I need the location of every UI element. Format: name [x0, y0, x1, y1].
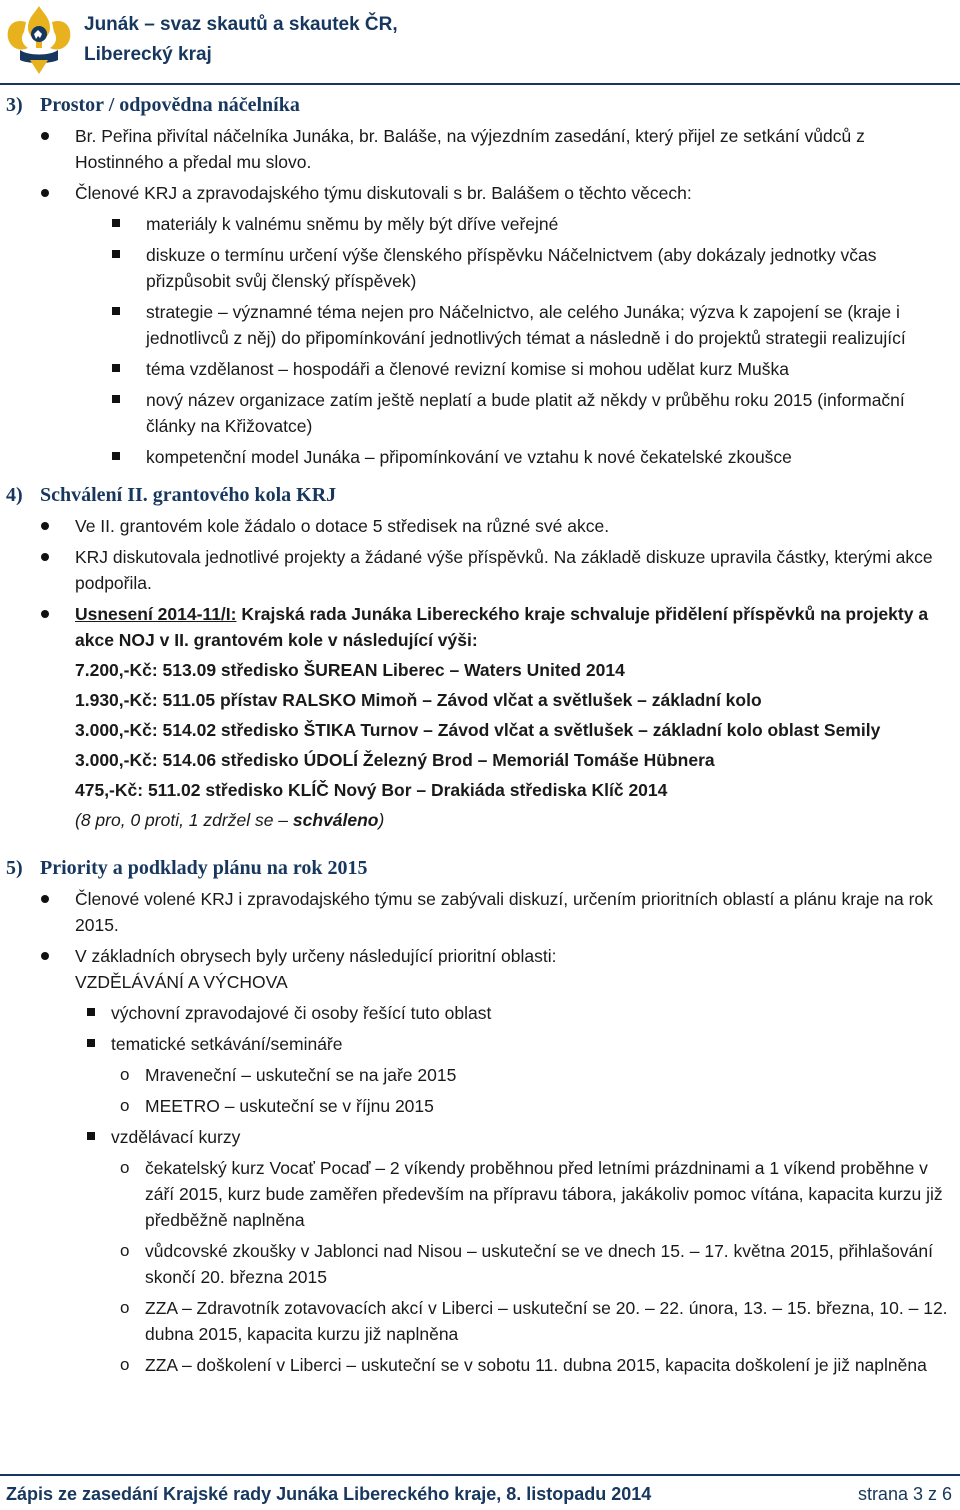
list-item-text: Br. Peřina přivítal náčelníka Junáka, br. Baláše, na výjezdním zasedání, který přijel ze setkání vůdců z Hostinného a předal mu slovo. [75, 126, 865, 172]
vote-counts: (8 pro, 0 proti, 1 zdržel se – [75, 810, 293, 830]
list-item-text: KRJ diskutovala jednotlivé projekty a žádané výše příspěvků. Na základě diskuze upravila částky, kterými akce podpořila. [75, 547, 933, 593]
list-item [0, 180, 960, 206]
vote-close: ) [378, 810, 385, 830]
organization-line-2: Liberecký kraj [84, 44, 212, 65]
square-bullet-icon [112, 219, 120, 227]
square-bullet-icon [87, 1008, 95, 1016]
priority-area-heading: VZDĚLÁVÁNÍ A VÝCHOVA [75, 972, 288, 992]
square-bullet-icon [112, 452, 120, 460]
sub-list-item [0, 299, 960, 351]
list-item [0, 886, 960, 938]
sub-sub-list-item-text: Mraveneční – uskuteční se na jaře 2015 [145, 1065, 457, 1085]
sub-list-item-text: strategie – významné téma nejen pro Náčelnictvo, ale celého Junáka; výzva k zapojení se (kraje i jednotlivců z něj) do připomínkování jednotlivých témat a následně i do projektů strategii realizující [146, 302, 906, 348]
list-item [0, 513, 960, 539]
list-item-text: Členové KRJ a zpravodajského týmu diskutovali s br. Balášem o těchto věcech: [75, 183, 692, 203]
square-bullet-icon [87, 1039, 95, 1047]
section-4-number: 4) [6, 484, 23, 506]
sub-list-item [0, 356, 960, 382]
page-header [0, 0, 960, 86]
list-item [0, 943, 960, 995]
header-divider [0, 83, 960, 85]
grant-line: 3.000,-Kč: 514.06 středisko ÚDOLÍ Železný Brod – Memoriál Tomáše Hübnera [75, 750, 715, 770]
square-bullet-icon [112, 364, 120, 372]
bullet-icon [41, 553, 49, 561]
circle-bullet-icon: o [120, 1298, 130, 1317]
list-item-text: Ve II. grantovém kole žádalo o dotace 5 středisek na různé své akce. [75, 516, 610, 536]
section-3-list [0, 123, 960, 470]
resolution-item [0, 601, 960, 653]
circle-bullet-icon: o [120, 1065, 130, 1084]
sub-list-item [0, 444, 960, 470]
sub-list-item [0, 211, 960, 237]
list-item-text: V základních obrysech byly určeny následující prioritní oblasti: [75, 946, 557, 966]
sub-sub-list-item [0, 1238, 960, 1290]
sub-list-item-text: diskuze o termínu určení výše členského příspěvku Náčelnictvem (aby dokázaly jednotky včas přizpůsobit svůj členský příspěvek) [146, 245, 877, 291]
sub-sub-list-item-text: čekatelský kurz Vocať Pocaď – 2 víkendy proběhnou před letními prázdninami a 1 víkend proběhne v září 2015, kurz bude zaměřen především na přípravu tábora, jakákoliv pomoc vítána, kapacita kurzu již předběžně naplněna [145, 1158, 943, 1230]
section-3-number: 3) [6, 94, 23, 116]
square-bullet-icon [112, 395, 120, 403]
grant-line: 475,-Kč: 511.02 středisko KLÍČ Nový Bor – Drakiáda střediska Klíč 2014 [75, 780, 668, 800]
page-number: strana 3 z 6 [857, 1484, 952, 1504]
section-5-heading [0, 855, 960, 881]
sub-list-item [0, 387, 960, 439]
bullet-icon [41, 895, 49, 903]
bullet-icon [41, 522, 49, 530]
resolution-label: Usnesení 2014-11/I: [75, 604, 237, 624]
junak-lily-logo [4, 4, 74, 76]
bullet-icon [41, 610, 49, 618]
organization-name [84, 10, 398, 70]
sub-list-item-text: téma vzdělanost – hospodáři a členové revizní komise si mohou udělat kurz Muška [146, 359, 789, 379]
section-5-number: 5) [6, 857, 23, 879]
sub-list-item [0, 1000, 960, 1026]
grant-line: 7.200,-Kč: 513.09 středisko ŠUREAN Liberec – Waters United 2014 [75, 660, 625, 680]
resolution-text: Krajská rada Junáka Libereckého kraje schvaluje přidělení příspěvků na projekty a akce NOJ v II. grantovém kole v následující výši: [75, 604, 929, 650]
sub-sub-list-item-text: MEETRO – uskuteční se v říjnu 2015 [145, 1096, 434, 1116]
circle-bullet-icon: o [120, 1355, 130, 1374]
list-item-text: Členové volené KRJ i zpravodajského týmu se zabývali diskuzí, určením prioritních oblastí a plánu kraje na rok 2015. [75, 889, 933, 935]
section-3-heading [0, 92, 960, 118]
section-3-title: Prostor / odpovědna náčelníka [40, 94, 300, 116]
sub-list-item [0, 1031, 960, 1057]
list-item [0, 544, 960, 596]
list-item [0, 123, 960, 175]
vote-result [0, 807, 960, 833]
square-bullet-icon [112, 307, 120, 315]
footer-divider [0, 1474, 960, 1476]
sub-sub-list-item [0, 1155, 960, 1233]
sub-list-item-text: nový název organizace zatím ještě neplatí a bude platit až někdy v průběhu roku 2015 (informační články na Křižovatce) [146, 390, 905, 436]
footer-title: Zápis ze zasedání Krajské rady Junáka Libereckého kraje, 8. listopadu 2014 [6, 1484, 652, 1504]
sub-list-item [0, 242, 960, 294]
sub-sub-list-item-text: ZZA – doškolení v Liberci – uskuteční se v sobotu 11. dubna 2015, kapacita doškolení je již naplněna [145, 1355, 927, 1375]
sub-sub-list-item [0, 1062, 960, 1088]
grant-line: 3.000,-Kč: 514.02 středisko ŠTIKA Turnov – Závod vlčat a světlušek – základní kolo oblast Semily [75, 720, 881, 740]
sub-list-item-text: materiály k valnému sněmu by měly být dříve veřejné [146, 214, 559, 234]
section-4-title: Schválení II. grantového kola KRJ [40, 484, 337, 506]
circle-bullet-icon: o [120, 1158, 130, 1177]
bullet-icon [41, 132, 49, 140]
sub-sub-list-item-text: ZZA – Zdravotník zotavovacích akcí v Liberci – uskuteční se 20. – 22. února, 13. – 15. března, 10. – 12. dubna 2015, kapacita kurzu již naplněna [145, 1298, 948, 1344]
document-body [0, 92, 960, 1378]
sub-sub-list-item [0, 1295, 960, 1347]
sub-list-item-text: vzdělávací kurzy [111, 1127, 241, 1147]
section-5-title: Priority a podklady plánu na rok 2015 [40, 857, 368, 879]
sub-list-item-text: kompetenční model Junáka – připomínkování ve vztahu k nové čekatelské zkoušce [146, 447, 792, 467]
sub-list-item [0, 1124, 960, 1150]
sub-list-item-text: výchovní zpravodajové či osoby řešící tuto oblast [111, 1003, 492, 1023]
grant-line: 1.930,-Kč: 511.05 přístav RALSKO Mimoň – Závod vlčat a světlušek – základní kolo [75, 690, 762, 710]
square-bullet-icon [87, 1132, 95, 1140]
sub-list-item-text: tematické setkávání/semináře [111, 1034, 343, 1054]
vote-outcome: schváleno [292, 810, 379, 830]
sub-sub-list-item [0, 1352, 960, 1378]
organization-line-1: Junák – svaz skautů a skautek ČR, [84, 14, 398, 35]
section-5-list [0, 886, 960, 1378]
sub-sub-list-item-text: vůdcovské zkoušky v Jablonci nad Nisou – uskuteční se ve dnech 15. – 17. května 2015, přihlašování skončí 20. března 2015 [145, 1241, 933, 1287]
circle-bullet-icon: o [120, 1096, 130, 1115]
section-4-list [0, 513, 960, 653]
bullet-icon [41, 952, 49, 960]
bullet-icon [41, 189, 49, 197]
square-bullet-icon [112, 250, 120, 258]
section-4-heading [0, 482, 960, 508]
sub-sub-list-item [0, 1093, 960, 1119]
circle-bullet-icon: o [120, 1241, 130, 1260]
